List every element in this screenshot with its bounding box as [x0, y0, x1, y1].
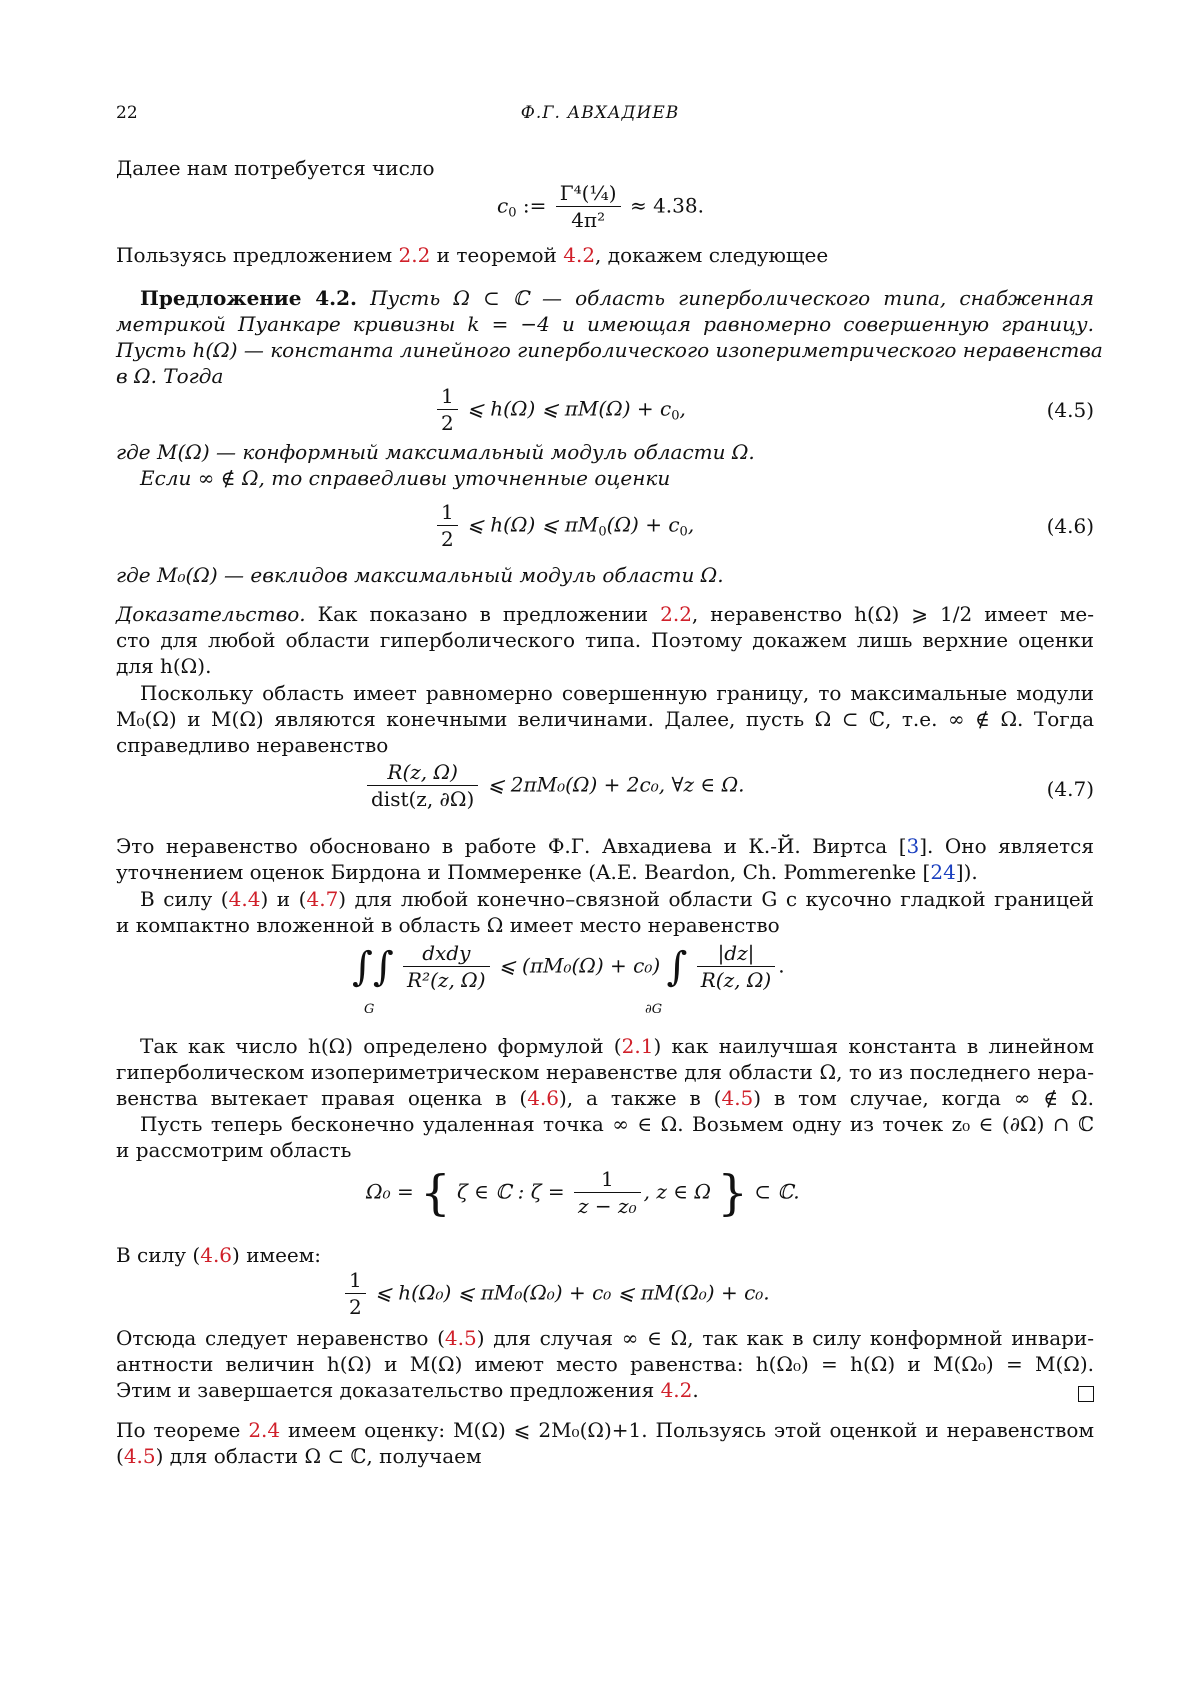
integral-inequality: ∫∫ $\frac{\text{dxdy}}{\text{R²(z, Ω)}}$ ⩽ (πM₀(Ω) + c₀) ∫ $\frac{|dz|}{R(z, \Omega)}$ . G ∂G [352, 941, 785, 1017]
c0-denominator: 4π² [571, 208, 606, 232]
proof-p4-line-2: и компактно вложенной в область Ω имеет место неравенство [116, 913, 780, 937]
proof-p7-text-a: В силу ( [116, 1243, 201, 1267]
proof-p5-text-3a: венства вытекает правая оценка в ( [116, 1086, 528, 1110]
proof-p3-text-1b: ]. Оно является [919, 834, 1095, 858]
proof-p8-text-b: ) для случая ∞ ∈ Ω, так как в силу конформной инвари- [476, 1326, 1095, 1350]
proof-p5-text-b: ) как наилучшая константа в линейном [653, 1034, 1094, 1058]
right-brace: } [717, 1165, 748, 1221]
ref-4-5-c[interactable]: 4.5 [123, 1444, 156, 1468]
ref-4-2-b[interactable]: 4.2 [660, 1378, 693, 1402]
proof-p6-line-2: и рассмотрим область [116, 1138, 352, 1162]
integral-middle: ⩽ (πM₀(Ω) + c₀) [498, 953, 661, 978]
equation-4-5 [434, 385, 686, 435]
equation-number-4-5: (4.5) [1046, 398, 1094, 422]
integral-sub-dg: ∂G [645, 1002, 663, 1017]
eq45-body: ⩽ h(Ω) ⩽ πM(Ω) + c [467, 396, 672, 421]
equation-number-4-7: (4.7) [1046, 777, 1094, 801]
intro-line: Далее нам потребуется число [116, 156, 435, 180]
final-text-1b: имеем оценку: M(Ω) ⩽ 2M₀(Ω)+1. Пользуясь этой оценкой и неравенством [280, 1418, 1095, 1442]
eq46-tail: , [687, 512, 695, 537]
proof-p8-line-1 [116, 1326, 1094, 1351]
eq46-sub-2: 0 [679, 524, 688, 540]
proof-line-2: сто для любой области гиперболического типа. Поэтому докажем лишь верхние оценки [116, 628, 1094, 652]
integral-numerator-1: dxdy [403, 942, 490, 967]
eq45-sub: 0 [671, 408, 680, 424]
final-line-1 [116, 1418, 1094, 1443]
half-num: 1 [437, 385, 458, 410]
proof-text-1b: , неравенство h(Ω) ⩾ 1/2 имеет ме- [691, 602, 1094, 626]
proof-p5-text-3c: ) в том случае, когда ∞ ∉ Ω. [753, 1086, 1094, 1110]
proof-p5-line-3 [116, 1086, 1094, 1111]
equation-last [342, 1269, 770, 1319]
integral-numerator-2: |dz| [697, 942, 776, 967]
eq47-body: ⩽ 2πM₀(Ω) + 2c₀, ∀z ∈ Ω. [487, 772, 745, 797]
ref-2-2[interactable]: 2.2 [398, 243, 431, 267]
half-den-2: 2 [441, 527, 454, 551]
c0-numerator: Γ⁴(¼) [556, 182, 621, 207]
final-text-1a: По теореме [116, 1418, 249, 1442]
left-brace: { [420, 1165, 451, 1221]
omega0-numerator: 1 [574, 1168, 641, 1193]
final-text-2a: ( [116, 1444, 124, 1468]
double-integral-sign: ∫∫ [352, 944, 394, 990]
proof-p5-line-2: гиперболическом изопериметрическом неравенстве для области Ω, то из последнего нера- [116, 1060, 1094, 1084]
eq46-body: ⩽ h(Ω) ⩽ πM [467, 512, 599, 537]
proof-p8-line-2: антности величин h(Ω) и M(Ω) имеют место равенства: h(Ω₀) = h(Ω) и M(Ω₀) = M(Ω). [116, 1352, 1094, 1376]
where-line-2: где M₀(Ω) — евклидов максимальный модуль области Ω. [116, 563, 724, 587]
cite-3[interactable]: 3 [906, 834, 920, 858]
proof-p3-text-2a: уточнением оценок Бирдона и Поммеренке (A.E. Beardon, Ch. Pommerenke [ [116, 860, 931, 884]
proof-label: Доказательство. [116, 602, 306, 626]
half-num-3: 1 [345, 1269, 366, 1294]
equation-4-7 [364, 761, 745, 811]
proof-p6-line-1: Пусть теперь бесконечно удаленная точка ∞ ∈ Ω. Возьмем одну из точек z₀ ∈ (∂Ω) ∩ ℂ [140, 1112, 1094, 1136]
proof-p8-text-3b: . [692, 1378, 699, 1402]
proof-p2-line-1: Поскольку область имеет равномерно совершенную границу, то максимальные модули [140, 681, 1094, 705]
proposition-line-1 [140, 286, 1094, 311]
proof-p3-line-2 [116, 860, 978, 885]
ref-2-4[interactable]: 2.4 [248, 1418, 281, 1442]
omega0-set-b: , z ∈ Ω [643, 1179, 711, 1204]
proof-p5-text-3b: ), а также в ( [559, 1086, 722, 1110]
eq47-numerator: R(z, Ω) [367, 761, 478, 786]
proof-p4-text-a: В силу ( [140, 887, 229, 911]
half-den: 2 [441, 411, 454, 435]
ref-4-4[interactable]: 4.4 [228, 887, 261, 911]
half-num-2: 1 [437, 501, 458, 526]
proof-p3-line-1 [116, 834, 1094, 859]
integral-sub-g: G [364, 1002, 375, 1017]
equation-c0 [497, 182, 704, 232]
omega0-definition [366, 1165, 800, 1221]
proof-p4-text-b: ) и ( [260, 887, 307, 911]
omega0-rhs: ⊂ ℂ. [754, 1179, 800, 1204]
equation-last-body: ⩽ h(Ω₀) ⩽ πM₀(Ω₀) + c₀ ⩽ πM(Ω₀) + c₀. [375, 1280, 770, 1305]
ref-4-7[interactable]: 4.7 [306, 887, 339, 911]
proof-p8-text-a: Отсюда следует неравенство ( [116, 1326, 445, 1350]
proof-p7-line [116, 1243, 321, 1268]
proof-p7-text-b: ) имеем: [232, 1243, 322, 1267]
if-line: Если ∞ ∉ Ω, то справедливы уточненные оценки [140, 466, 671, 490]
c0-assign: := [522, 193, 547, 218]
omega0-denominator: z − z₀ [578, 1194, 637, 1218]
eq46-sub-1: 0 [598, 524, 607, 540]
omega0-set-a: ζ ∈ ℂ : ζ = [456, 1179, 565, 1204]
proof-p4-text-c: ) для любой конечно–связной области G с кусочно гладкой границей [338, 887, 1095, 911]
ref-2-1[interactable]: 2.1 [621, 1034, 654, 1058]
proof-p3-text-1a: Это неравенство обосновано в работе Ф.Г. Авхадиева и К.-Й. Виртса [ [116, 834, 907, 858]
using-text-1: Пользуясь предложением [116, 243, 399, 267]
ref-2-2-proof[interactable]: 2.2 [660, 602, 692, 626]
c0-subscript: 0 [508, 205, 517, 221]
proof-p8-text-3a: Этим и завершается доказательство предложения [116, 1378, 661, 1402]
final-text-2b: ) для области Ω ⊂ ℂ, получаем [155, 1444, 482, 1468]
proof-p3-text-2b: ]). [955, 860, 978, 884]
using-text-2: и теоремой [430, 243, 564, 267]
integral-denominator-1: R²(z, Ω) [407, 968, 486, 992]
using-line [116, 243, 828, 268]
proposition-line-2: метрикой Пуанкаре кривизны k = −4 и имеющая равномерно совершенную границу. [116, 312, 1094, 336]
where-line-1: где M(Ω) — конформный максимальный модуль области Ω. [116, 440, 755, 464]
proof-p5-line-1 [140, 1034, 1094, 1059]
proposition-text-1: Пусть Ω ⊂ ℂ — область гиперболического типа, снабженная [370, 286, 1094, 310]
ref-4-5[interactable]: 4.5 [721, 1086, 754, 1110]
proposition-line-4: в Ω. Тогда [116, 364, 224, 388]
cite-24[interactable]: 24 [930, 860, 956, 884]
c0-symbol: c [497, 193, 509, 218]
half-den-3: 2 [349, 1295, 362, 1319]
eq46-mid: (Ω) + c [606, 512, 680, 537]
eq45-tail: , [679, 396, 686, 421]
proposition-line-3: Пусть h(Ω) — константа линейного гиперболического изопериметрического неравенства [116, 338, 1103, 362]
eq47-denominator: dist(z, ∂Ω) [371, 787, 475, 811]
omega0-lhs: Ω₀ = [366, 1179, 414, 1204]
proof-p2-line-2: M₀(Ω) и M(Ω) являются конечными величинами. Далее, пусть Ω ⊂ ℂ, т.е. ∞ ∉ Ω. Тогда [116, 707, 1094, 731]
ref-4-6-b[interactable]: 4.6 [200, 1243, 233, 1267]
ref-4-5-b[interactable]: 4.5 [444, 1326, 477, 1350]
proof-line-3: для h(Ω). [116, 654, 212, 678]
using-text-3: , докажем следующее [595, 243, 829, 267]
proposition-label: Предложение 4.2. [140, 286, 357, 310]
page-number: 22 [116, 103, 138, 123]
proof-p8-line-3 [116, 1378, 699, 1403]
ref-4-6[interactable]: 4.6 [527, 1086, 559, 1110]
final-line-2 [116, 1444, 482, 1469]
proof-text-1a: Как показано в предложении [305, 602, 661, 626]
proof-p5-text-a: Так как число h(Ω) определено формулой ( [140, 1034, 622, 1058]
running-title: Ф.Г. АВХАДИЕВ [520, 103, 680, 123]
equation-4-6 [434, 501, 694, 551]
line-integral-sign: ∫ [666, 944, 688, 990]
ref-4-2[interactable]: 4.2 [563, 243, 596, 267]
qed-square [1078, 1383, 1094, 1408]
proof-line-1 [116, 602, 1094, 627]
c0-value: ≈ 4.38. [629, 193, 704, 218]
integral-denominator-2: R(z, Ω) [700, 968, 772, 992]
proof-p2-line-3: справедливо неравенство [116, 733, 389, 757]
equation-number-4-6: (4.6) [1046, 514, 1094, 538]
proof-p4-line-1 [140, 887, 1094, 912]
